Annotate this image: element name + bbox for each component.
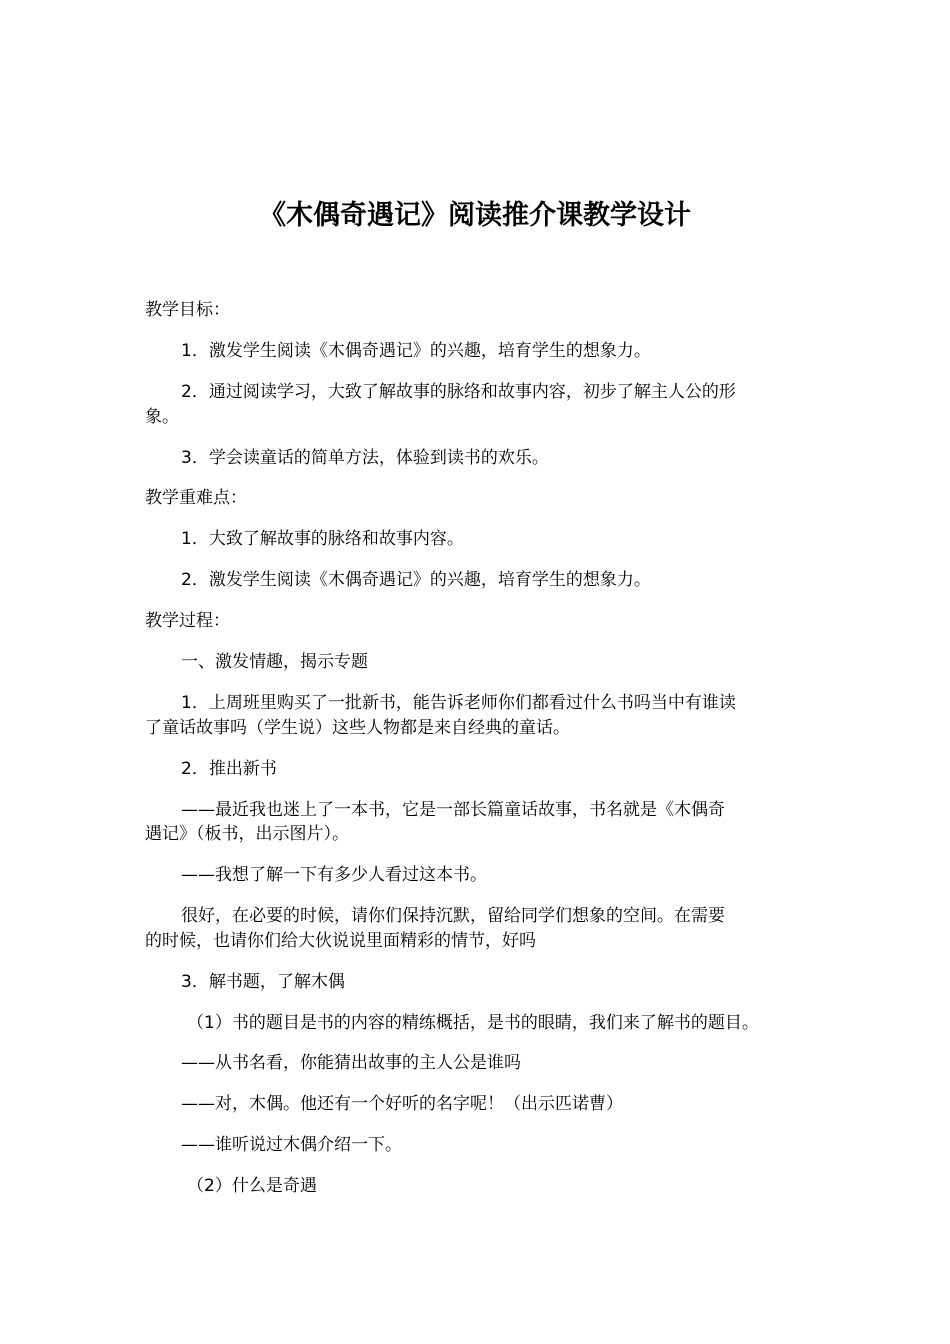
paragraph-line: 2．推出新书 [181, 759, 277, 779]
paragraph-line: ——最近我也迷上了一本书，它是一部长篇童话故事，书名就是《木偶奇 [181, 800, 725, 820]
paragraph-line: 的时候，也请你们给大伙说说里面精彩的情节，好吗 [145, 931, 536, 951]
paragraph-line: ——谁听说过木偶介绍一下。 [181, 1135, 402, 1155]
paragraph-line: 1．激发学生阅读《木偶奇遇记》的兴趣，培育学生的想象力。 [181, 341, 651, 361]
paragraph-line: 1．大致了解故事的脉络和故事内容。 [181, 529, 464, 549]
paragraph-line: 了童话故事吗（学生说）这些人物都是来自经典的童话。 [145, 718, 570, 738]
paragraph-line: 遇记》（板书，出示图片）。 [145, 824, 349, 844]
paragraph-line: （2）什么是奇遇 [187, 1176, 317, 1196]
paragraph-line: ——对，木偶。他还有一个好听的名字呢！（出示匹诺曹） [181, 1094, 623, 1114]
paragraph-line: （1）书的题目是书的内容的精练概括，是书的眼睛，我们来了解书的题目。 [187, 1013, 759, 1033]
paragraph-line: 3．解书题，了解木偶 [181, 972, 345, 992]
section-heading-key-points: 教学重难点： [145, 488, 247, 508]
paragraph-line: 很好，在必要的时候，请你们保持沉默，留给同学们想象的空间。在需要 [181, 906, 725, 926]
paragraph-line: 2．通过阅读学习，大致了解故事的脉络和故事内容，初步了解主人公的形 [181, 382, 736, 402]
paragraph-line: 象。 [145, 407, 179, 427]
paragraph-line: 1．上周班里购买了一批新书，能告诉老师你们都看过什么书吗当中有谁读 [181, 693, 736, 713]
paragraph-line: 2．激发学生阅读《木偶奇遇记》的兴趣，培育学生的想象力。 [181, 570, 651, 590]
paragraph-line: 一、激发情趣，揭示专题 [181, 652, 368, 672]
document-title: 《木偶奇遇记》阅读推介课教学设计 [259, 200, 691, 231]
paragraph-line: 3．学会读童话的简单方法，体验到读书的欢乐。 [181, 448, 549, 468]
section-heading-process: 教学过程： [145, 611, 230, 631]
paragraph-line: ——从书名看，你能猜出故事的主人公是谁吗 [181, 1053, 521, 1073]
section-heading-objectives: 教学目标： [145, 300, 230, 320]
paragraph-line: ——我想了解一下有多少人看过这本书。 [181, 865, 487, 885]
